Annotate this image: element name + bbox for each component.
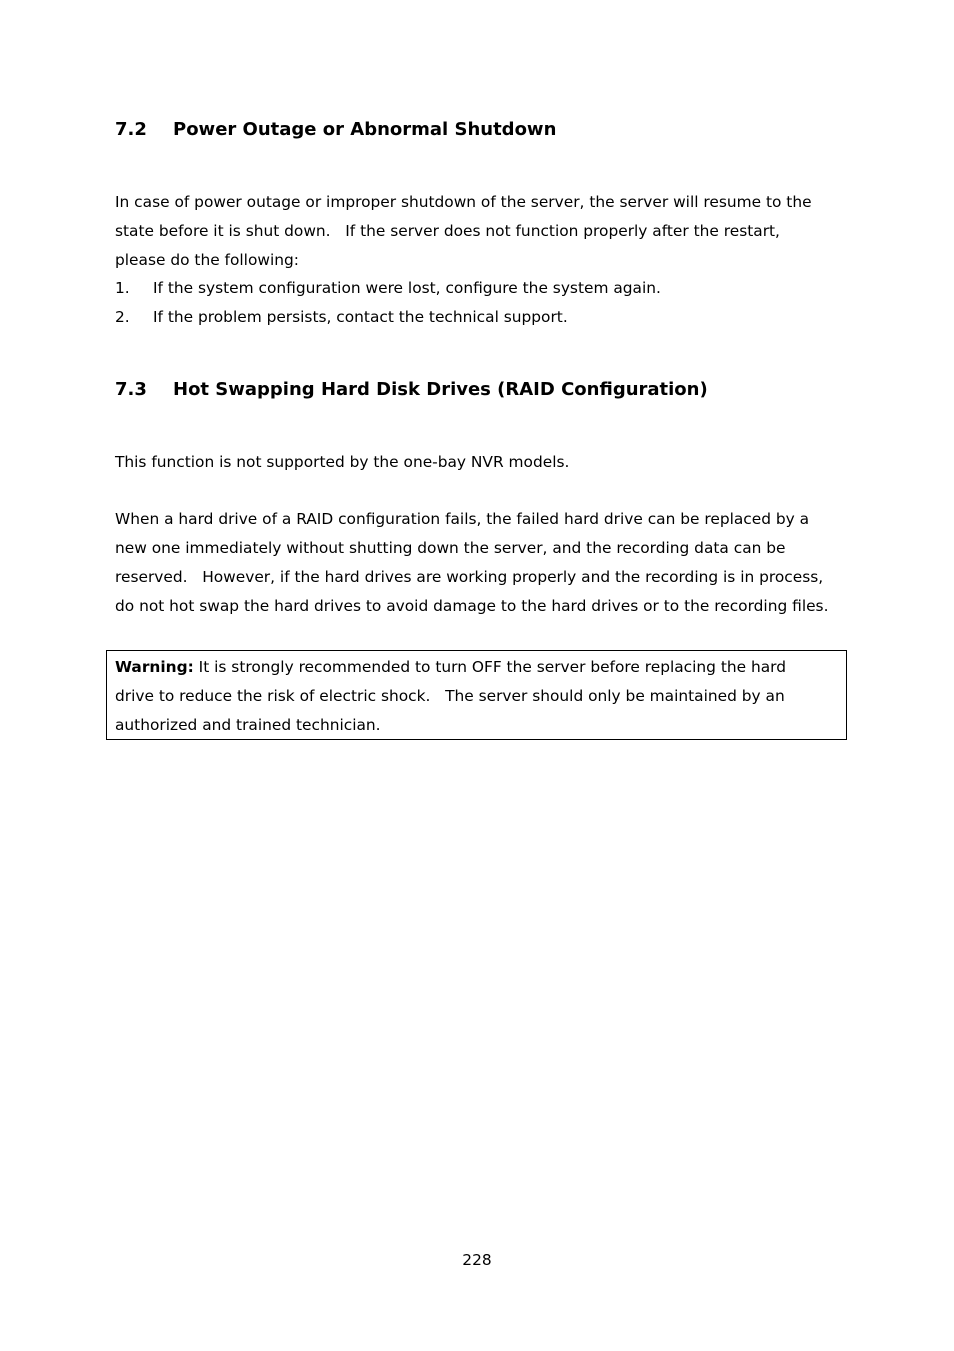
list-item [115,274,855,303]
warning-line-text: It is strongly recommended to turn OFF the server before replacing the hard [193,658,786,676]
section-7-2-steps [115,274,855,332]
paragraph-line: state before it is shut down. If the server does not function properly after the restart, [115,222,780,240]
list-item-text: If the problem persists, contact the technical support. [153,308,568,326]
note-line: This function is not supported by the one-bay NVR models. [115,453,570,471]
paragraph-line: reserved. However, if the hard drives are working properly and the recording is in process, [115,568,824,586]
list-item [115,303,855,332]
section-number: 7.3 [115,379,147,400]
paragraph-line: In case of power outage or improper shutdown of the server, the server will resume to the [115,193,812,211]
paragraph-line: When a hard drive of a RAID configuration fails, the failed hard drive can be replaced by a [115,510,810,528]
section-title: Hot Swapping Hard Disk Drives (RAID Configuration) [173,379,708,400]
section-heading-7-2 [115,118,556,142]
warning-label: Warning: [115,658,194,676]
warning-line [115,653,843,682]
section-number: 7.2 [115,119,147,140]
paragraph-line: please do the following: [115,251,299,269]
list-item-number: 1. [115,279,130,297]
section-7-3-note [115,448,855,477]
paragraph-line: do not hot swap the hard drives to avoid damage to the hard drives or to the recording files. [115,597,829,615]
list-item-number: 2. [115,308,130,326]
section-title: Power Outage or Abnormal Shutdown [173,119,557,140]
warning-box [106,650,847,740]
warning-line: authorized and trained technician. [115,716,381,734]
page-number: 228 [462,1251,492,1269]
warning-line: drive to reduce the risk of electric shock. The server should only be maintained by an [115,687,785,705]
paragraph-line: new one immediately without shutting down the server, and the recording data can be [115,539,786,557]
list-item-text: If the system configuration were lost, configure the system again. [153,279,661,297]
section-7-3-paragraph [115,505,855,621]
warning-text [115,653,843,740]
section-7-2-paragraph [115,188,855,275]
section-heading-7-3 [115,378,708,402]
